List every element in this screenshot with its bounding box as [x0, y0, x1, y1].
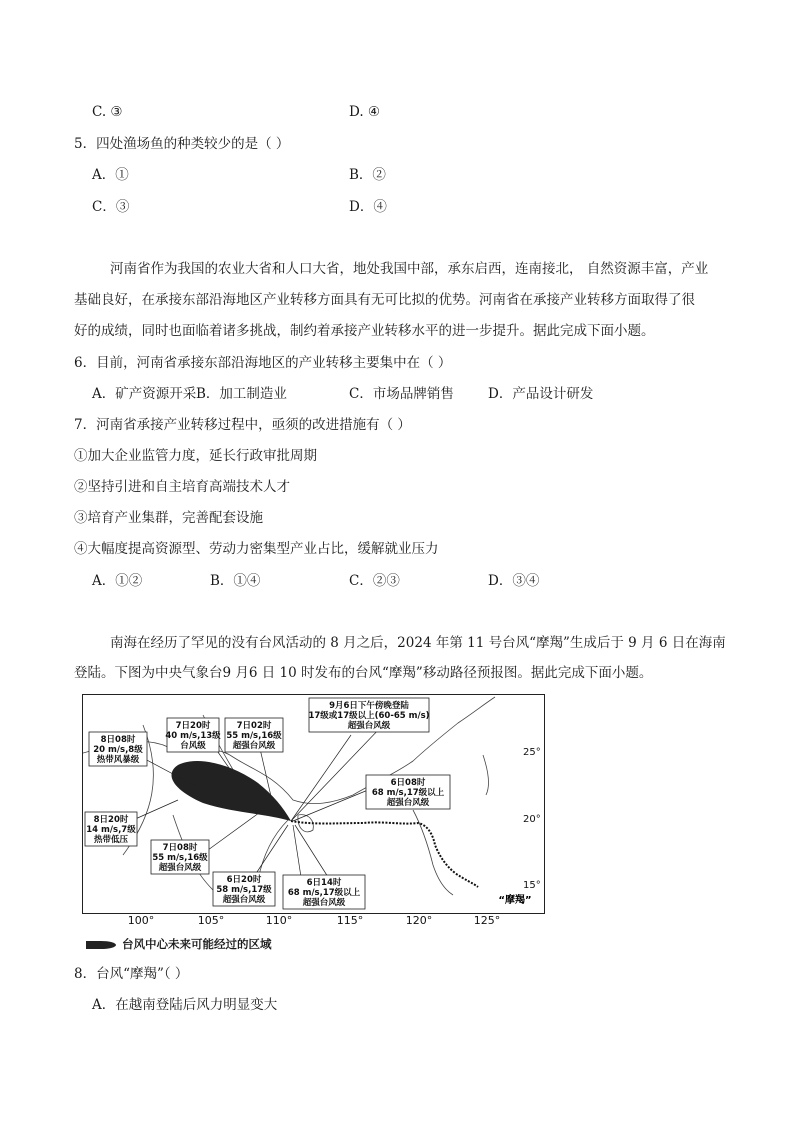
- svg-text:7日08时: 7日08时: [162, 843, 198, 853]
- q6-stem: 6．目前，河南省承接东部沿海地区的产业转移主要集中在（ ）: [74, 355, 452, 371]
- q7-item-4: ④大幅度提高资源型、劳动力密集型产业占比，缓解就业压力: [74, 541, 439, 557]
- forecast-cone-legend-icon: [86, 941, 116, 949]
- svg-text:7日02时: 7日02时: [236, 721, 272, 731]
- lon-label-125: 125°: [473, 914, 501, 927]
- q6-option-b: B．加工制造业: [196, 386, 287, 402]
- label-box-8d08: [89, 732, 147, 766]
- svg-text:68 m/s,17级以上: 68 m/s,17级以上: [287, 888, 361, 898]
- label-box-landfall: [308, 698, 429, 732]
- svg-text:14 m/s,7级: 14 m/s,7级: [86, 825, 136, 835]
- svg-text:6日20时: 6日20时: [226, 875, 262, 885]
- svg-text:68 m/s,17级以上: 68 m/s,17级以上: [371, 788, 445, 798]
- typhoon-track-map: [82, 694, 545, 914]
- label-box-6d20: [213, 872, 275, 906]
- label-box-8d20: [85, 812, 137, 846]
- q6-option-a: A．矿产资源开采: [92, 386, 197, 402]
- q5-option-b: B．②: [349, 167, 386, 183]
- svg-text:6日14时: 6日14时: [306, 878, 342, 888]
- q8-option-a: A．在越南登陆后风力明显变大: [92, 997, 278, 1013]
- svg-text:6日08时: 6日08时: [390, 778, 426, 788]
- lon-label-115: 115°: [336, 914, 364, 927]
- lat-label-15: 15°: [523, 880, 541, 891]
- map-canvas: [83, 695, 543, 912]
- passage1-line1: 河南省作为我国的农业大省和人口大省，地处我国中部，承东启西，连南接北， 自然资源丰富，产业: [110, 261, 709, 277]
- svg-text:20 m/s,8级: 20 m/s,8级: [93, 745, 143, 755]
- svg-text:55 m/s,16级: 55 m/s,16级: [152, 853, 208, 863]
- map-legend: [86, 936, 272, 952]
- q7-option-a: A．①②: [92, 573, 143, 589]
- svg-text:55 m/s,16级: 55 m/s,16级: [226, 731, 282, 741]
- q5-stem: 5．四处渔场鱼的种类较少的是（ ）: [74, 136, 290, 152]
- q7-option-d: D．③④: [488, 573, 540, 589]
- svg-text:超强台风级: 超强台风级: [158, 863, 202, 873]
- forecast-cone: [171, 761, 291, 821]
- q7-option-b: B．①④: [210, 573, 261, 589]
- q7-item-3: ③培育产业集群，完善配套设施: [74, 510, 263, 526]
- typhoon-name-label: “摩羯”: [498, 895, 532, 906]
- svg-text:热带风暴级: 热带风暴级: [96, 755, 140, 765]
- passage2-line1: 南海在经历了罕见的没有台风活动的 8 月之后，2024 年第 11 号台风“摩羯”生成后于 9 月 6 日在海南: [110, 635, 726, 651]
- svg-text:超强台风级: 超强台风级: [232, 741, 276, 751]
- svg-text:7日20时: 7日20时: [175, 721, 211, 731]
- q8-stem: 8．台风“摩羯”（ ）: [74, 966, 189, 982]
- label-box-6d08: [366, 775, 450, 809]
- lon-label-110: 110°: [265, 914, 293, 927]
- svg-text:热带低压: 热带低压: [93, 835, 129, 845]
- q7-item-1: ①加大企业监管力度，延长行政审批周期: [74, 448, 317, 464]
- svg-text:超强台风级: 超强台风级: [347, 721, 391, 731]
- q4-option-d: D. ④: [349, 104, 381, 120]
- passage1-line2: 基础良好，在承接东部沿海地区产业转移方面具有无可比拟的优势。河南省在承接产业转移方面取得了很: [74, 292, 695, 308]
- svg-text:17级或17级以上(60-65 m/s): 17级或17级以上(60-65 m/s): [308, 711, 430, 721]
- q5-option-d: D．④: [349, 199, 387, 215]
- lat-label-20: 20°: [523, 814, 541, 825]
- q7-stem: 7．河南省承接产业转移过程中，亟须的改进措施有（ ）: [74, 417, 411, 433]
- svg-text:超强台风级: 超强台风级: [222, 895, 266, 905]
- q7-option-c: C．②③: [349, 573, 400, 589]
- q5-option-c: C．③: [92, 199, 130, 215]
- passage1-line3: 好的成绩，同时也面临着诸多挑战，制约着承接产业转移水平的进一步提升。据此完成下面小题。: [74, 323, 655, 339]
- svg-text:58 m/s,17级: 58 m/s,17级: [216, 885, 272, 895]
- q4-option-c: C. ③: [92, 104, 123, 120]
- q6-option-c: C．市场品牌销售: [349, 386, 454, 402]
- lon-label-105: 105°: [197, 914, 225, 927]
- q7-item-2: ②坚持引进和自主培育高端技术人才: [74, 479, 290, 495]
- svg-text:超强台风级: 超强台风级: [302, 898, 346, 908]
- lon-label-120: 120°: [405, 914, 433, 927]
- passage2-line2: 登陆。下图为中央气象台9 月6 日 10 时发布的台风“摩羯”移动路径预报图。据此完成下面小题。: [74, 665, 653, 681]
- lon-label-100: 100°: [127, 914, 155, 927]
- q6-option-d: D．产品设计研发: [488, 386, 594, 402]
- svg-text:台风级: 台风级: [180, 741, 206, 751]
- lat-label-25: 25°: [523, 747, 541, 758]
- q5-option-a: A．①: [92, 167, 129, 183]
- svg-text:40 m/s,13级: 40 m/s,13级: [165, 731, 221, 741]
- label-box-7d20: [165, 718, 221, 752]
- longitude-axis: [82, 912, 562, 928]
- svg-text:9月6日下午傍晚登陆: 9月6日下午傍晚登陆: [329, 701, 409, 711]
- map-legend-text: 台风中心未来可能经过的区域: [122, 937, 272, 951]
- svg-text:超强台风级: 超强台风级: [386, 798, 430, 808]
- label-box-7d02: [225, 718, 283, 752]
- svg-text:8日08时: 8日08时: [100, 735, 136, 745]
- label-box-7d08: [151, 840, 209, 874]
- label-box-6d14: [283, 875, 365, 909]
- svg-text:8日20时: 8日20时: [93, 815, 129, 825]
